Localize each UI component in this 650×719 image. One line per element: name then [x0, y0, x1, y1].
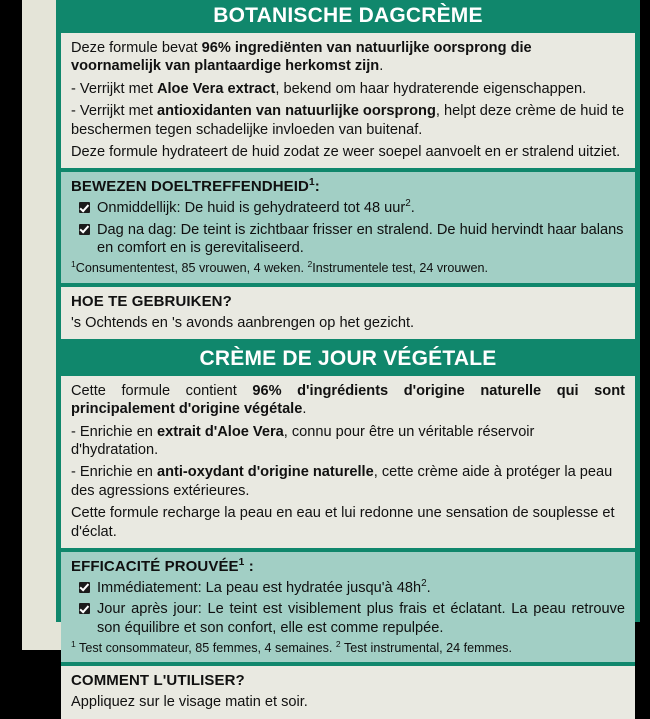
french-usage-panel [61, 666, 635, 718]
checkbox-checked-icon [79, 202, 90, 213]
dutch-intro-bold: 96% ingrediënten van natuurlijke oorsprong die voornamelijk van plantaardige herkomst zijn [71, 40, 532, 75]
french-usage-text: Appliquez sur le visage matin et soir. [71, 694, 308, 711]
checkbox-checked-icon [79, 603, 90, 614]
checkbox-checked-icon [79, 224, 90, 235]
dutch-efficacy-item-text-1: Dag na dag: De teint is zichtbaar frisser en stralend. De huid hervindt haar balans en comfort en is gerevitaliseerd. [97, 221, 624, 257]
dutch-footnote-2-text: Instrumentele test, 24 vrouwen. [312, 261, 488, 276]
dutch-usage-heading: HOE TE GEBRUIKEN? [71, 292, 232, 310]
dutch-efficacy-item [71, 221, 625, 258]
dutch-bullet-aloe-bold: Aloe Vera extract [156, 80, 276, 97]
dutch-intro-paragraph [71, 39, 625, 76]
french-efficacy-item [71, 579, 625, 597]
french-footnote-2-superscript: 2 [335, 638, 341, 649]
french-efficacy-item-0-after: . [426, 579, 431, 596]
dutch-efficacy-item-0-superscript: 2 [405, 198, 411, 210]
french-efficacy-item-text-0 [97, 579, 625, 597]
dutch-footnotes [71, 261, 625, 276]
french-efficacy-heading-text: EFFICACITÉ PROUVÉE [71, 557, 239, 575]
dutch-efficacy-item-text-0 [97, 199, 625, 217]
dutch-footnote-1-text: Consumententest, 85 vrouwen, 4 weken. [75, 261, 308, 276]
dutch-intro-lead: Deze formule bevat [71, 40, 202, 57]
printed-panel-inner [61, 0, 635, 711]
dutch-intro-tail: . [379, 58, 384, 75]
dutch-footnote-1-superscript: 1 [71, 259, 76, 270]
dutch-efficacy-item [71, 199, 625, 217]
french-usage-heading: COMMENT L'UTILISER? [71, 672, 245, 690]
french-efficacy-heading-colon: : [244, 557, 254, 575]
dutch-bullet-antioxidant-pre: - Verrijkt met [71, 103, 157, 120]
dutch-closing-paragraph: Deze formule hydrateert de huid zodat ze weer soepel aanvoelt en er stralend uitziet. [71, 143, 621, 160]
dutch-footnote-2-superscript: 2 [307, 259, 313, 270]
french-efficacy-panel [61, 552, 635, 662]
checkbox-checked-icon [79, 582, 90, 593]
dutch-description-panel [61, 33, 635, 168]
french-bullet-antioxidant [71, 463, 625, 500]
french-bullet-aloe-pre: - Enrichie en [71, 423, 157, 440]
dutch-usage-panel [61, 287, 635, 339]
dutch-bullet-antioxidant [71, 102, 625, 139]
french-footnote-1-superscript: 1 [71, 638, 76, 649]
french-efficacy-item-0-body: Immédiatement: La peau est hydratée jusqu'à 48h [97, 579, 422, 596]
printed-panel-frame [56, 0, 640, 711]
french-intro-lead: Cette formule contient [71, 382, 253, 399]
dutch-banner-title: BOTANISCHE DAGCRÈME [61, 0, 635, 33]
french-footnote-1-text: Test consommateur, 85 femmes, 4 semaines. [75, 641, 336, 656]
french-intro-paragraph [71, 382, 625, 419]
dutch-efficacy-item-0-body: Onmiddellijk: De huid is gehydrateerd tot 48 uur [97, 200, 406, 217]
french-intro-bold: 96% d'ingrédients d'origine naturelle qui sont principalement d'origine végétale [71, 382, 625, 418]
french-banner-title: CRÈME DE JOUR VÉGÉTALE [61, 343, 635, 376]
french-closing-paragraph: Cette formule recharge la peau en eau et lui redonne une sensation de souplesse et d'éclat. [71, 505, 615, 540]
french-bullet-aloe-bold: extrait d'Aloe Vera [156, 423, 284, 440]
dutch-bullet-aloe-post: , bekend om haar hydraterende eigenschappen. [275, 80, 587, 97]
french-bullet-antioxidant-pre: - Enrichie en [71, 464, 157, 481]
french-footnote-2-text: Test instrumental, 24 femmes. [340, 641, 512, 656]
french-efficacy-heading [71, 558, 625, 575]
french-efficacy-item-0-superscript: 2 [421, 578, 427, 590]
dutch-bullet-aloe [71, 80, 625, 98]
dutch-bullet-antioxidant-bold: antioxidanten van natuurlijke oorsprong [156, 103, 436, 120]
dutch-efficacy-heading-colon: : [314, 178, 320, 196]
french-bullet-aloe [71, 423, 625, 460]
french-description-panel [61, 376, 635, 548]
carton-paper-background [22, 0, 628, 711]
french-bullet-antioxidant-post: , cette crème aide à protéger la peau des agressions extérieures. [71, 464, 613, 499]
french-intro-tail: . [302, 401, 307, 418]
french-efficacy-heading-superscript: 1 [238, 556, 245, 568]
french-footnotes [71, 638, 625, 656]
dutch-usage-text: 's Ochtends en 's avonds aanbrengen op het gezicht. [71, 314, 415, 331]
dutch-efficacy-heading [71, 178, 625, 195]
french-bullet-aloe-post: , connu pour être un véritable réservoir d'hydratation. [71, 423, 535, 459]
dutch-efficacy-heading-text: BEWEZEN DOELTREFFENDHEID [71, 178, 309, 196]
dutch-bullet-antioxidant-post: , helpt deze crème de huid te beschermen tegen schadelijke invloeden van buitenaf. [71, 103, 625, 138]
dutch-bullet-aloe-pre: - Verrijkt met [71, 80, 157, 97]
dutch-efficacy-heading-superscript: 1 [308, 177, 315, 189]
french-efficacy-item [71, 600, 625, 637]
dutch-efficacy-panel [61, 172, 635, 282]
dutch-efficacy-item-0-after: . [410, 200, 415, 217]
french-bullet-antioxidant-bold: anti-oxydant d'origine naturelle [156, 464, 374, 481]
french-efficacy-item-text-1: Jour après jour: Le teint est visiblement plus frais et éclatant. La peau retrouve son équilibre et son confort, elle est comme repulpée. [97, 601, 625, 636]
